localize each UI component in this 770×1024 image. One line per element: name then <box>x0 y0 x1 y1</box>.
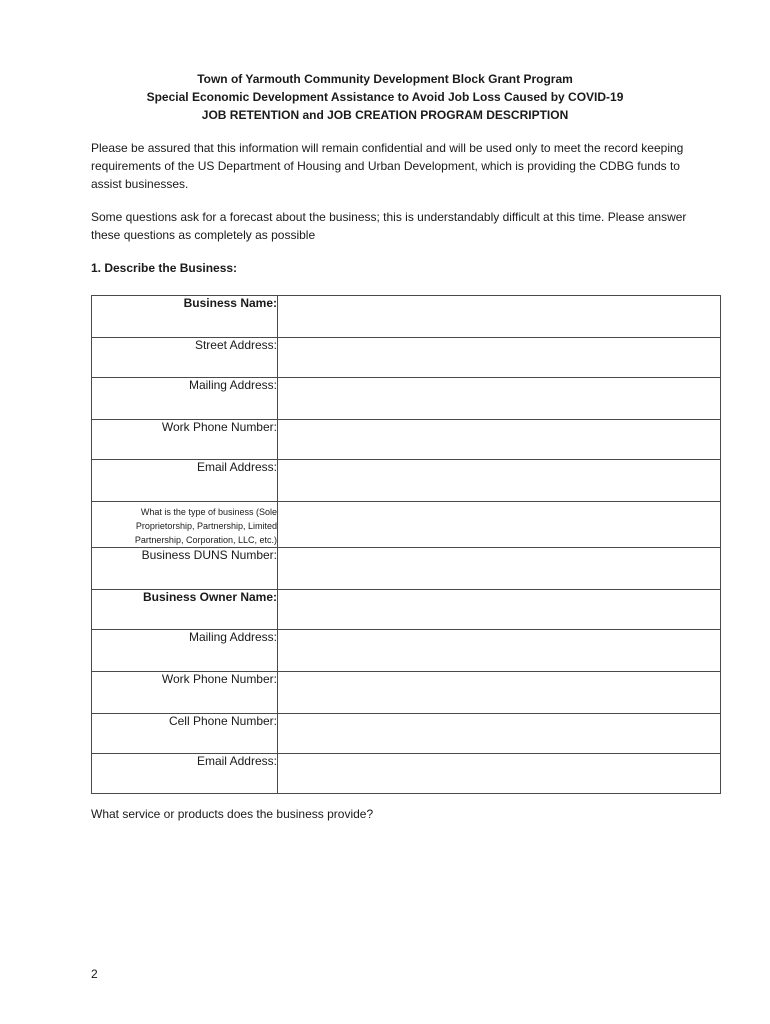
work-phone-field[interactable] <box>278 420 721 460</box>
email-label: Email Address: <box>92 460 278 502</box>
owner-mailing-address-label: Mailing Address: <box>92 630 278 672</box>
table-row <box>92 460 721 502</box>
owner-mailing-address-field[interactable] <box>278 630 721 672</box>
street-address-label: Street Address: <box>92 338 278 378</box>
business-type-label: What is the type of business (Sole Proprietorship, Partnership, Limited Partnership, Corporation, LLC, etc.) <box>92 502 278 548</box>
header-subtitle: Special Economic Development Assistance to Avoid Job Loss Caused by COVID-19 <box>146 90 624 104</box>
owner-email-field[interactable] <box>278 754 721 794</box>
confidentiality-paragraph: Please be assured that this information will remain confidential and will be used only to meet the record keeping requirements of the US Department of Housing and Urban Development, which is providing the CDBG funds to assist businesses. <box>91 141 684 191</box>
email-field[interactable] <box>278 460 721 502</box>
table-row <box>92 338 721 378</box>
owner-name-label: Business Owner Name: <box>92 590 278 630</box>
owner-email-label: Email Address: <box>92 754 278 794</box>
street-address-field[interactable] <box>278 338 721 378</box>
section-heading: 1. Describe the Business: <box>91 261 238 275</box>
forecast-paragraph: Some questions ask for a forecast about the business; this is understandably difficult at this time. Please answer these questions as completely as possible <box>91 210 687 242</box>
mailing-address-label: Mailing Address: <box>92 378 278 420</box>
header-title: Town of Yarmouth Community Development Block Grant Program <box>197 72 573 86</box>
owner-cell-phone-label: Cell Phone Number: <box>92 714 278 754</box>
business-type-field[interactable] <box>278 502 721 548</box>
duns-number-field[interactable] <box>278 548 721 590</box>
table-row <box>92 630 721 672</box>
owner-cell-phone-field[interactable] <box>278 714 721 754</box>
table-row <box>92 548 721 590</box>
services-question: What service or products does the business provide? <box>91 807 374 821</box>
duns-number-label: Business DUNS Number: <box>92 548 278 590</box>
mailing-address-field[interactable] <box>278 378 721 420</box>
table-row <box>92 378 721 420</box>
page-number: 2 <box>91 967 98 981</box>
owner-name-field[interactable] <box>278 590 721 630</box>
business-name-label: Business Name: <box>92 296 278 338</box>
table-row <box>92 502 721 548</box>
owner-work-phone-label: Work Phone Number: <box>92 672 278 714</box>
header-program-title: JOB RETENTION and JOB CREATION PROGRAM DESCRIPTION <box>201 108 569 122</box>
table-row <box>92 754 721 794</box>
table-row <box>92 296 721 338</box>
business-name-field[interactable] <box>278 296 721 338</box>
table-row <box>92 714 721 754</box>
business-info-table <box>91 295 721 794</box>
document-header <box>0 70 770 124</box>
table-row <box>92 590 721 630</box>
table-row <box>92 672 721 714</box>
owner-work-phone-field[interactable] <box>278 672 721 714</box>
table-row <box>92 420 721 460</box>
work-phone-label: Work Phone Number: <box>92 420 278 460</box>
